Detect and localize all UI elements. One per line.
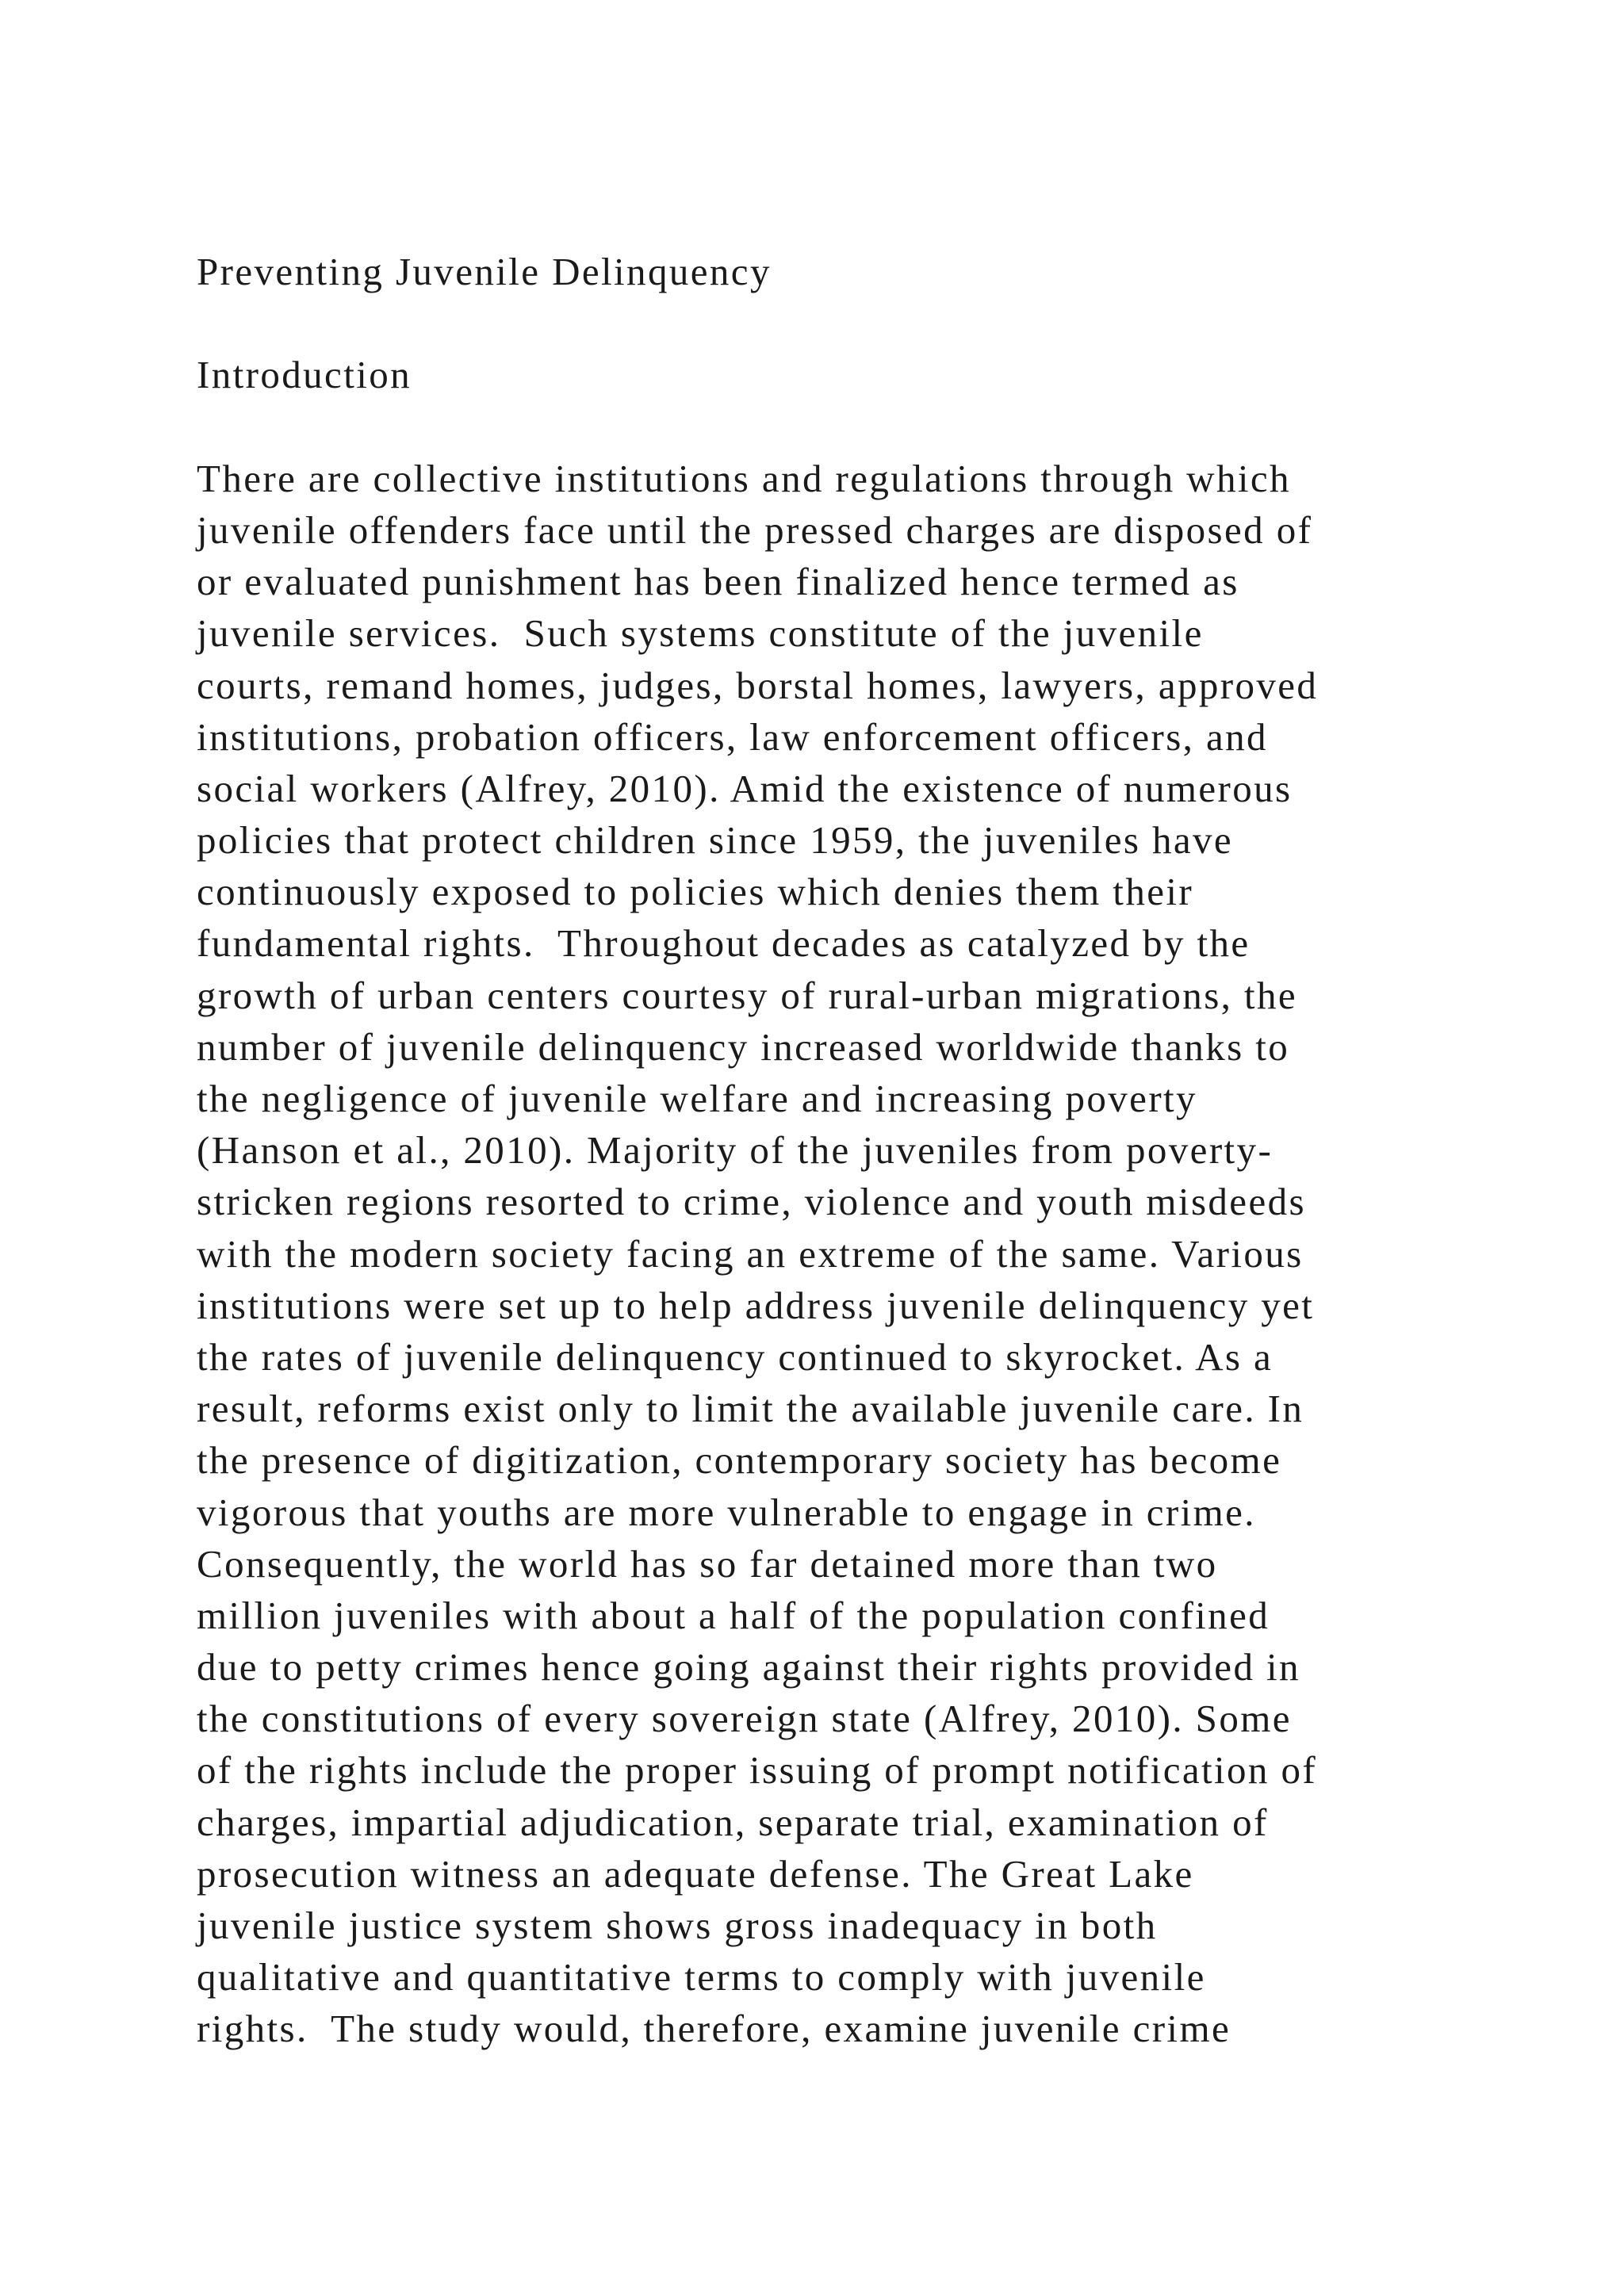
- paragraph-line: with the modern society facing an extreme of the same. Various: [197, 1231, 1304, 1276]
- paragraph-line: There are collective institutions and regulations through which: [197, 456, 1291, 500]
- section-heading: Introduction: [197, 353, 412, 397]
- paragraph-line: Consequently, the world has so far detained more than two: [197, 1541, 1218, 1586]
- paragraph-line: fundamental rights. Throughout decades as catalyzed by the: [197, 921, 1251, 966]
- paragraph-line: institutions, probation officers, law enforcement officers, and: [197, 714, 1268, 759]
- paragraph-line: the rates of juvenile delinquency continued to skyrocket. As a: [197, 1334, 1274, 1379]
- paragraph-line: qualitative and quantitative terms to comply with juvenile: [197, 1955, 1206, 1999]
- paragraph-line: charges, impartial adjudication, separate trial, examination of: [197, 1800, 1269, 1844]
- paragraph-line: policies that protect children since 1959, the juveniles have: [197, 818, 1234, 863]
- paragraph-line: prosecution witness an adequate defense. The Great Lake: [197, 1851, 1194, 1896]
- paragraph-line: number of juvenile delinquency increased worldwide thanks to: [197, 1024, 1290, 1069]
- body-paragraph: [197, 453, 1450, 2055]
- paragraph-line: rights. The study would, therefore, examine juvenile crime: [197, 2007, 1231, 2051]
- paragraph-line: courts, remand homes, judges, borstal homes, lawyers, approved: [197, 663, 1319, 707]
- paragraph-line: the presence of digitization, contemporary society has become: [197, 1438, 1282, 1483]
- paragraph-line: or evaluated punishment has been finalized hence termed as: [197, 560, 1239, 604]
- paragraph-line: stricken regions resorted to crime, violence and youth misdeeds: [197, 1180, 1306, 1224]
- spacer: [197, 401, 1450, 453]
- paragraph-line: social workers (Alfrey, 2010). Amid the existence of numerous: [197, 766, 1293, 810]
- paragraph-line: of the rights include the proper issuing of prompt notification of: [197, 1748, 1318, 1793]
- paragraph-line: result, reforms exist only to limit the available juvenile care. In: [197, 1387, 1304, 1431]
- paragraph-line: juvenile offenders face until the pressed charges are disposed of: [197, 507, 1313, 552]
- document-content: [197, 246, 1450, 2055]
- paragraph-line: million juveniles with about a half of the population confined: [197, 1593, 1270, 1637]
- paragraph-line: (Hanson et al., 2010). Majority of the juveniles from poverty-: [197, 1128, 1274, 1173]
- paragraph-line: vigorous that youths are more vulnerable to engage in crime.: [197, 1490, 1256, 1534]
- paragraph-line: juvenile justice system shows gross inadequacy in both: [197, 1904, 1158, 1947]
- paragraph-line: juvenile services. Such systems constitute of the juvenile: [197, 611, 1204, 656]
- paragraph-line: the negligence of juvenile welfare and increasing poverty: [197, 1077, 1197, 1120]
- paragraph-line: continuously exposed to policies which denies them their: [197, 870, 1194, 914]
- paragraph-line: the constitutions of every sovereign state (Alfrey, 2010). Some: [197, 1697, 1292, 1741]
- paragraph-line: institutions were set up to help address juvenile delinquency yet: [197, 1283, 1315, 1327]
- document-title: Preventing Juvenile Delinquency: [197, 250, 772, 293]
- spacer: [197, 297, 1450, 349]
- paragraph-line: growth of urban centers courtesy of rural-urban migrations, the: [197, 973, 1298, 1017]
- paragraph-line: due to petty crimes hence going against their rights provided in: [197, 1645, 1300, 1689]
